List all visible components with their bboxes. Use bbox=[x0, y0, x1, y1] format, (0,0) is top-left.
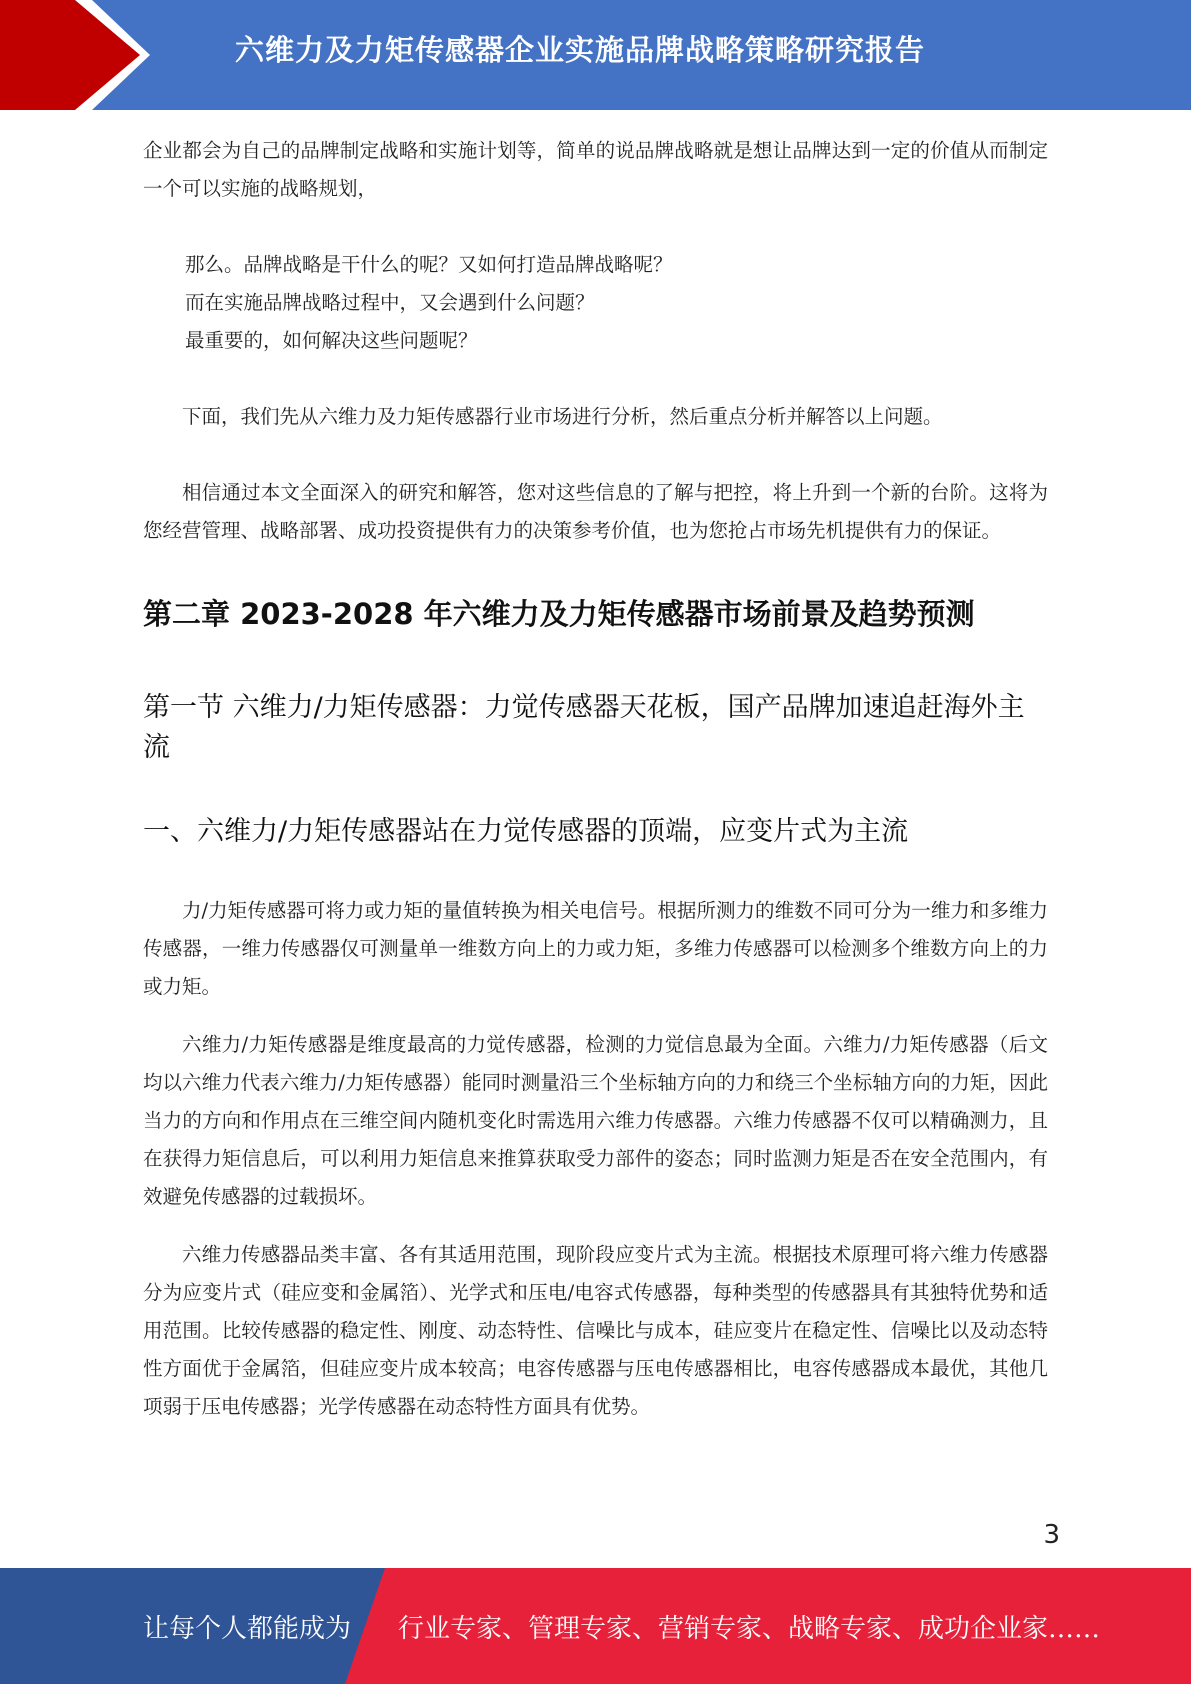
body-paragraph: 力/力矩传感器可将力或力矩的量值转换为相关电信号。根据所测力的维数不同可分为一维力和多维力传感器，一维力传感器仅可测量单一维数方向上的力或力矩，多维力传感器可以检测多个维数方向上的力或力矩。 bbox=[143, 899, 1048, 998]
footer-slogan-left: 让每个人都能成为 bbox=[143, 1614, 352, 1644]
body-paragraph: 六维力/力矩传感器是维度最高的力觉传感器，检测的力觉信息最为全面。六维力/力矩传感器（后文均以六维力代表六维力/力矩传感器）能同时测量沿三个坐标轴方向的力和绕三个坐标轴方向的力矩，因此当力的方向和作用点在三维空间内随机变化时需选用六维力传感器。六维力传感器不仅可以精确测力，且在获得力矩信息后，可以利用力矩信息来推算获取受力部件的姿态；同时监测力矩是否在安全范围内，有效避免传感器的过载损坏。 bbox=[143, 1033, 1048, 1208]
header-banner bbox=[0, 0, 1191, 110]
question-item: 最重要的，如何解决这些问题呢？ bbox=[185, 329, 478, 352]
intro-paragraph-1: 企业都会为自己的品牌制定战略和实施计划等，简单的说品牌战略就是想让品牌达到一定的价值从而制定一个可以实施的战略规划， bbox=[143, 139, 1048, 200]
report-title: 六维力及力矩传感器企业实施品牌战略策略研究报告 bbox=[235, 33, 926, 67]
page-number: 3 bbox=[1043, 1520, 1060, 1550]
page-content bbox=[143, 132, 1048, 1426]
question-item: 而在实施品牌战略过程中，又会遇到什么问题？ bbox=[185, 291, 595, 314]
intro-paragraph-3: 相信通过本文全面深入的研究和解答，您对这些信息的了解与把控，将上升到一个新的台阶。这将为您经营管理、战略部署、成功投资提供有力的决策参考价值，也为您抢占市场先机提供有力的保证。 bbox=[143, 481, 1048, 542]
question-list bbox=[143, 246, 1048, 360]
footer-banner bbox=[0, 1568, 1191, 1684]
intro-paragraph-2: 下面，我们先从六维力及力矩传感器行业市场进行分析，然后重点分析并解答以上问题。 bbox=[182, 405, 943, 428]
subsection-title: 一、六维力/力矩传感器站在力觉传感器的顶端，应变片式为主流 bbox=[143, 816, 909, 847]
footer-slogan-right: 行业专家、管理专家、营销专家、战略专家、成功企业家…… bbox=[398, 1614, 1101, 1644]
question-item: 那么。品牌战略是干什么的呢？又如何打造品牌战略呢？ bbox=[185, 253, 673, 276]
chapter-title: 第二章 2023-2028 年六维力及力矩传感器市场前景及趋势预测 bbox=[143, 597, 975, 631]
section-title: 第一节 六维力/力矩传感器：力觉传感器天花板，国产品牌加速追赶海外主流 bbox=[143, 692, 1025, 763]
body-paragraph: 六维力传感器品类丰富、各有其适用范围，现阶段应变片式为主流。根据技术原理可将六维力传感器分为应变片式（硅应变和金属箔）、光学式和压电/电容式传感器，每种类型的传感器具有其独特优势和适用范围。比较传感器的稳定性、刚度、动态特性、信噪比与成本，硅应变片在稳定性、信噪比以及动态特性方面优于金属箔，但硅应变片成本较高；电容传感器与压电传感器相比，电容传感器成本最优，其他几项弱于压电传感器；光学传感器在动态特性方面具有优势。 bbox=[143, 1243, 1048, 1418]
